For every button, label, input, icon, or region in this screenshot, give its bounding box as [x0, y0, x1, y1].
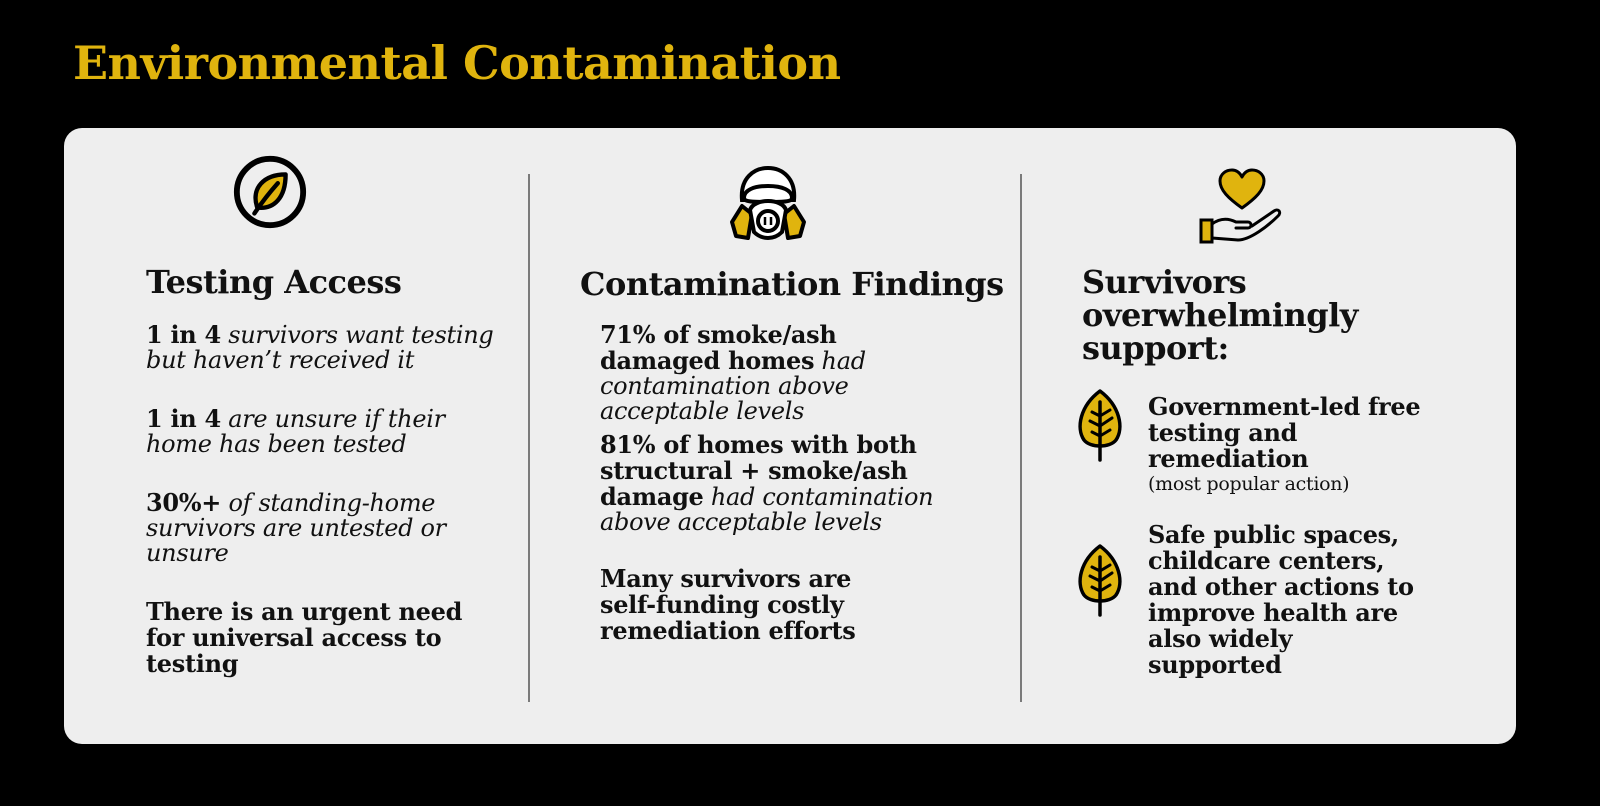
stat-bold: 71% of smoke/ash damaged homes [600, 320, 837, 375]
support-item [1148, 522, 1418, 678]
support-note: (most popular action) [1148, 473, 1350, 495]
support-item [1148, 394, 1438, 496]
support-bold: Safe public spaces, childcare centers, and other actions to improve health are also widely supported [1148, 520, 1414, 679]
column-heading: Contamination Findings [580, 265, 1004, 303]
gas-mask-icon [728, 164, 808, 244]
stat-bold: 81% of homes with both structural + smoke/ash damage [600, 430, 917, 511]
stat-bold: 1 in 4 [146, 404, 221, 433]
column-divider [1020, 174, 1022, 702]
column-heading: Survivors overwhelmingly support: [1082, 263, 1358, 367]
stat-bold: There is an urgent need for universal access to testing [146, 597, 463, 678]
stat-item [146, 406, 476, 457]
stat-italic: had contamination above acceptable levels [600, 483, 934, 536]
stat-bold: 30%+ [146, 488, 222, 517]
stat-item [600, 322, 960, 424]
stat-item [146, 490, 466, 566]
stat-item [600, 566, 880, 644]
column-divider [528, 174, 530, 702]
stat-bold: 1 in 4 [146, 320, 221, 349]
leaf-icon [1074, 388, 1126, 464]
heart-hand-icon [1198, 168, 1284, 246]
support-bold: Government-led free testing and remediation [1148, 392, 1421, 473]
leaf-icon [1074, 543, 1126, 619]
stat-italic: are unsure if their home has been tested [146, 405, 445, 458]
stat-item [146, 599, 466, 677]
stat-italic: had contamination above acceptable levels [600, 347, 866, 425]
stat-italic: survivors want testing but haven’t received it [146, 321, 494, 374]
page-title: Environmental Contamination [73, 36, 841, 90]
stat-item [146, 322, 496, 373]
stat-italic: of standing-home survivors are untested or unsure [146, 489, 446, 567]
stat-item [600, 432, 950, 535]
content-card [64, 128, 1516, 744]
leaf-circle-icon [231, 153, 309, 231]
stat-bold: Many survivors are self-funding costly remediation efforts [600, 564, 856, 645]
column-heading: Testing Access [146, 263, 402, 301]
